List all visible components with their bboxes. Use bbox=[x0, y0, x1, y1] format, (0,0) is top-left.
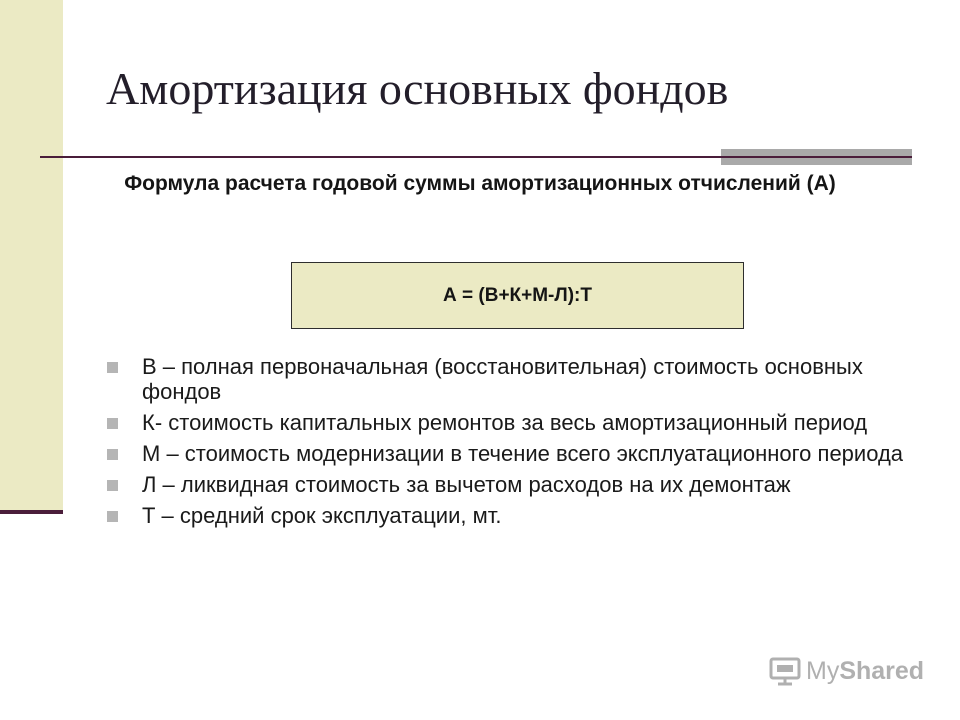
square-bullet-icon bbox=[107, 362, 118, 373]
definition-text: Л – ликвидная стоимость за вычетом расходов на их демонтаж bbox=[142, 472, 791, 497]
definition-item bbox=[104, 503, 924, 528]
definition-list bbox=[104, 354, 924, 534]
title-rule-bar-line bbox=[721, 156, 912, 158]
left-decor-band bbox=[0, 0, 63, 512]
slide-title: Амортизация основных фондов bbox=[106, 63, 729, 114]
watermark-my: My bbox=[806, 656, 840, 685]
definition-item bbox=[104, 472, 924, 497]
formula-box bbox=[291, 262, 744, 329]
definition-item bbox=[104, 354, 924, 404]
definition-text: В – полная первоначальная (восстановительная) стоимость основных фондов bbox=[142, 354, 863, 404]
watermark-shared: Shared bbox=[839, 656, 925, 685]
square-bullet-icon bbox=[107, 480, 118, 491]
definition-text: Т – средний срок эксплуатации, мт. bbox=[142, 503, 502, 528]
formula-text: А = (В+К+М-Л):Т bbox=[443, 284, 592, 306]
myshared-watermark bbox=[768, 656, 924, 686]
square-bullet-icon bbox=[107, 449, 118, 460]
definition-item bbox=[104, 441, 924, 466]
definition-item bbox=[104, 410, 924, 435]
square-bullet-icon bbox=[107, 511, 118, 522]
square-bullet-icon bbox=[107, 418, 118, 429]
slide-subtitle: Формула расчета годовой суммы амортизационных отчислений (А) bbox=[124, 172, 836, 195]
left-decor-line bbox=[0, 510, 63, 514]
definition-text: К- стоимость капитальных ремонтов за весь амортизационный период bbox=[142, 410, 868, 435]
definition-text: М – стоимость модернизации в течение всего эксплуатационного периода bbox=[142, 441, 904, 466]
projector-screen-icon bbox=[768, 656, 802, 686]
